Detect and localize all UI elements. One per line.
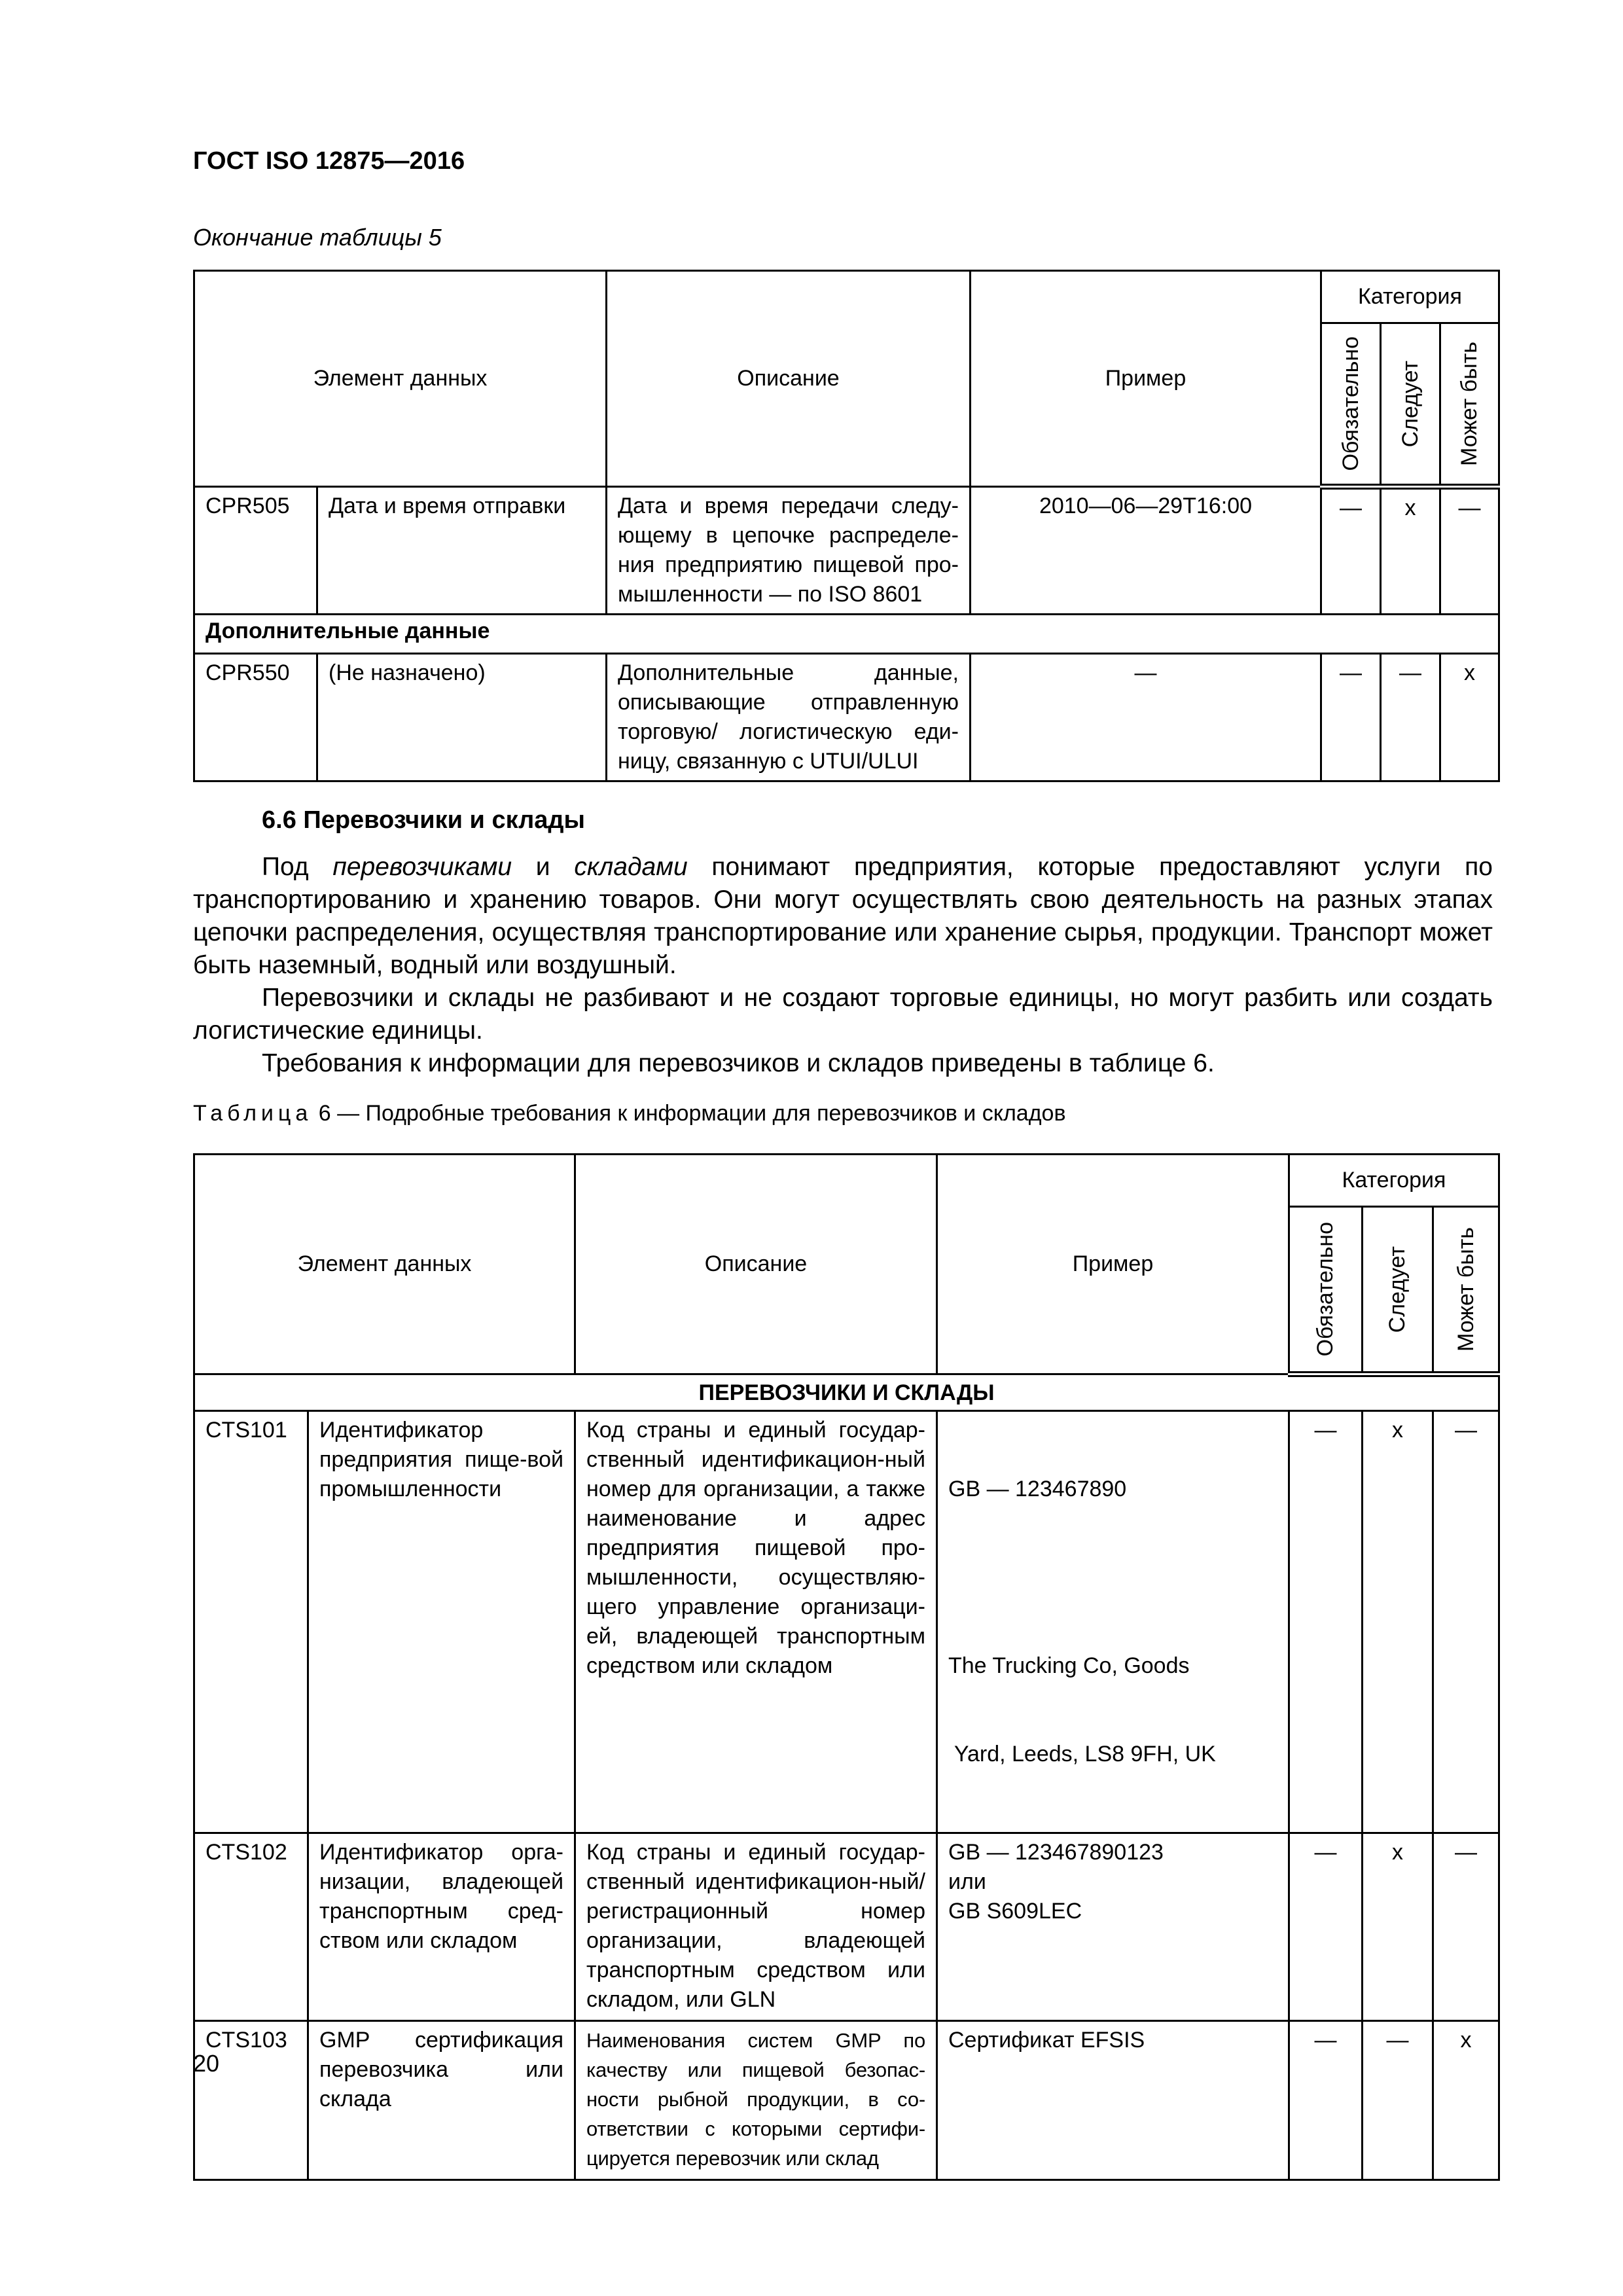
row-example: Сертификат EFSIS	[937, 2021, 1289, 2180]
header-mandatory: Обязательно	[1321, 323, 1381, 487]
row-may: x	[1433, 2021, 1499, 2180]
section-row-additional-data: Дополнительные данные	[194, 615, 1499, 654]
section-row-carriers: ПЕРЕВОЗЧИКИ И СКЛАДЫ	[194, 1374, 1499, 1411]
row-example: 2010—06—29T16:00	[971, 487, 1321, 615]
row-should: —	[1381, 654, 1440, 781]
row-example: —	[971, 654, 1321, 781]
header-may: Может быть	[1440, 323, 1499, 487]
row-description: Код страны и единый государ-ственный идентификацион-ный/регистрационный номер организации, владеющей транспортным средством или складом, или GLN	[575, 1833, 937, 2021]
header-category: Категория	[1289, 1155, 1499, 1207]
section-heading: 6.6 Перевозчики и склады	[262, 806, 585, 834]
row-code: CTS103	[194, 2021, 308, 2180]
row-may: —	[1440, 487, 1499, 615]
header-should: Следует	[1363, 1207, 1433, 1374]
row-description: Дополнительные данные, описывающие отправленную торговую/ логистическую еди-ницу, связанную с UTUI/ULUI	[607, 654, 971, 781]
row-code: CTS101	[194, 1411, 308, 1833]
row-description: Код страны и единый государ-ственный идентификацион-ный номер для организации, а также наименование и адрес предприятия пищевой про-мышленности, осуществляю-щего управление организаци-ей, владеющей транспортным средством или складом	[575, 1411, 937, 1833]
header-mandatory: Обязательно	[1289, 1207, 1363, 1374]
header-element: Элемент данных	[194, 271, 607, 487]
header-description: Описание	[575, 1155, 937, 1374]
row-should: x	[1363, 1833, 1433, 2021]
row-element-name: Дата и время отправки	[317, 487, 607, 615]
table-6	[193, 1153, 1500, 2181]
table-row	[194, 1833, 1499, 2021]
row-may: —	[1433, 1411, 1499, 1833]
row-may: —	[1433, 1833, 1499, 2021]
header-example: Пример	[971, 271, 1321, 487]
row-mandatory: —	[1289, 1833, 1363, 2021]
row-element-name: Идентификатор орга-низации, владеющей транспортным сред-ством или складом	[308, 1833, 575, 2021]
document-title: ГОСТ ISO 12875—2016	[193, 147, 465, 175]
row-element-name: GMP сертификация перевозчика или склада	[308, 2021, 575, 2180]
page-number: 20	[193, 2050, 220, 2077]
table-5-continuation-caption: Окончание таблицы 5	[193, 224, 442, 251]
table-row	[194, 1411, 1499, 1833]
section-body	[193, 851, 1493, 1080]
row-may: x	[1440, 654, 1499, 781]
row-should: x	[1381, 487, 1440, 615]
paragraph-1: Под перевозчиками и складами понимают предприятия, которые предоставляют услуги по транспортированию и хранению товаров. Они могут осуществлять свою деятельность на разных этапах цепочки распределения, осуществляя транспортирование или хранение сырья, продукции. Транспорт может быть наземный, водный или воздушный.	[193, 853, 1493, 979]
row-description: Дата и время передачи следу-ющему в цепочке распределе-ния предприятию пищевой про-мышленности — по ISO 8601	[607, 487, 971, 615]
row-mandatory: —	[1321, 654, 1381, 781]
row-mandatory: —	[1289, 1411, 1363, 1833]
paragraph-3: Требования к информации для перевозчиков и складов приведены в таблице 6.	[262, 1049, 1215, 1077]
header-element: Элемент данных	[194, 1155, 575, 1374]
row-code: CPR550	[194, 654, 317, 781]
table-row	[194, 487, 1499, 615]
table-row	[194, 654, 1499, 781]
table-row	[194, 2021, 1499, 2180]
row-mandatory: —	[1289, 2021, 1363, 2180]
row-should: —	[1363, 2021, 1433, 2180]
table-6-caption: Таблица 6 — Подробные требования к информации для перевозчиков и складов	[193, 1101, 1066, 1126]
row-description: Наименования систем GMP по качеству или пищевой безопас-ности рыбной продукции, в со-ответствии с которыми сертифи-цируется перевозчик или склад	[575, 2021, 937, 2180]
row-code: CPR505	[194, 487, 317, 615]
paragraph-2: Перевозчики и склады не разбивают и не создают торговые единицы, но могут разбить или создать логистические единицы.	[193, 984, 1493, 1045]
row-should: x	[1363, 1411, 1433, 1833]
row-example: GB — 123467890123 или GB S609LEC	[937, 1833, 1289, 2021]
header-should: Следует	[1381, 323, 1440, 487]
header-description: Описание	[607, 271, 971, 487]
row-code: CTS102	[194, 1833, 308, 2021]
header-category: Категория	[1321, 271, 1499, 323]
row-element-name: Идентификатор предприятия пище-вой промышленности	[308, 1411, 575, 1833]
header-may: Может быть	[1433, 1207, 1499, 1374]
table-5	[193, 270, 1500, 782]
row-example: GB — 123467890 The Trucking Co, Goods Yard, Leeds, LS8 9FH, UK	[937, 1411, 1289, 1833]
header-example: Пример	[937, 1155, 1289, 1374]
row-element-name: (Не назначено)	[317, 654, 607, 781]
row-mandatory: —	[1321, 487, 1381, 615]
